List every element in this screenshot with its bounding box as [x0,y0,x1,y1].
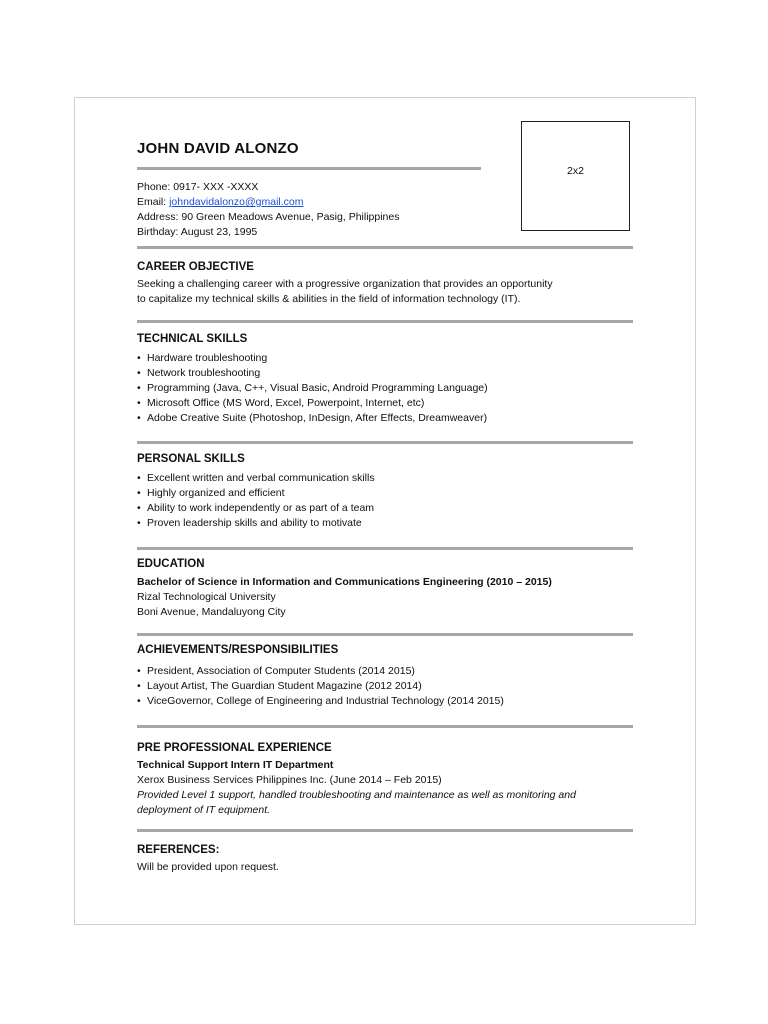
list-item: • Proven leadership skills and ability to motivate [137,516,375,531]
birthday-value: August 23, 1995 [180,226,258,238]
email-line [137,195,399,210]
phone-label: Phone: [137,181,174,193]
phone-value: 0917- XXX -XXXX [173,181,259,193]
section-divider [137,246,633,249]
career-objective-line: to capitalize my technical skills & abilities in the field of information technology (IT). [137,293,521,305]
references-heading: REFERENCES: [137,844,220,856]
email-label: Email: [137,196,170,208]
personal-skills-heading: PERSONAL SKILLS [137,453,245,465]
section-divider [137,633,633,636]
list-item: • Highly organized and efficient [137,486,375,501]
references-text: Will be provided upon request. [137,861,279,873]
list-item: • Excellent written and verbal communication skills [137,471,375,486]
name-divider [137,167,481,170]
technical-skills-list [137,351,488,426]
section-divider [137,829,633,832]
list-item: • President, Association of Computer Students (2014 2015) [137,664,504,679]
list-item: • ViceGovernor, College of Engineering and Industrial Technology (2014 2015) [137,694,504,709]
list-item: • Microsoft Office (MS Word, Excel, Powerpoint, Internet, etc) [137,396,488,411]
list-item: • Network troubleshooting [137,366,488,381]
email-link[interactable]: johndavidalonzo@gmail.com [169,196,304,208]
address-label: Address: [137,211,182,223]
list-item: • Programming (Java, C++, Visual Basic, Android Programming Language) [137,381,488,396]
birthday-line [137,225,399,240]
resume-page [74,97,696,925]
experience-heading: PRE PROFESSIONAL EXPERIENCE [137,742,332,754]
experience-details [137,758,576,818]
section-divider [137,320,633,323]
section-divider [137,441,633,444]
education-details [137,575,552,620]
list-item: • Hardware troubleshooting [137,351,488,366]
birthday-label: Birthday: [137,226,181,238]
photo-placeholder [521,121,630,231]
career-objective-heading: CAREER OBJECTIVE [137,261,254,273]
experience-company: Xerox Business Services Philippines Inc. (June 2014 – Feb 2015) [137,774,442,786]
education-school: Rizal Technological University [137,591,276,603]
list-item: • Ability to work independently or as part of a team [137,501,375,516]
career-objective-text [137,277,553,307]
section-divider [137,547,633,550]
experience-description: Provided Level 1 support, handled troubleshooting and maintenance as well as monitoring and [137,789,576,801]
address-line [137,210,399,225]
education-degree: Bachelor of Science in Information and Communications Engineering (2010 – 2015) [137,576,552,588]
education-heading: EDUCATION [137,558,205,570]
section-divider [137,725,633,728]
achievements-list [137,664,504,709]
career-objective-line: Seeking a challenging career with a progressive organization that provides an opportunity [137,278,553,290]
experience-title: Technical Support Intern IT Department [137,759,334,771]
technical-skills-heading: TECHNICAL SKILLS [137,333,248,345]
personal-skills-list [137,471,375,531]
candidate-name: JOHN DAVID ALONZO [137,140,299,157]
list-item: • Adobe Creative Suite (Photoshop, InDesign, After Effects, Dreamweaver) [137,411,488,426]
achievements-heading: ACHIEVEMENTS/RESPONSIBILITIES [137,644,339,656]
list-item: • Layout Artist, The Guardian Student Magazine (2012 2014) [137,679,504,694]
contact-block [137,180,399,240]
phone-line [137,180,399,195]
address-value: 90 Green Meadows Avenue, Pasig, Philippines [181,211,400,223]
photo-placeholder-label: 2x2 [567,165,584,177]
education-location: Boni Avenue, Mandaluyong City [137,606,286,618]
experience-description: deployment of IT equipment. [137,804,271,816]
